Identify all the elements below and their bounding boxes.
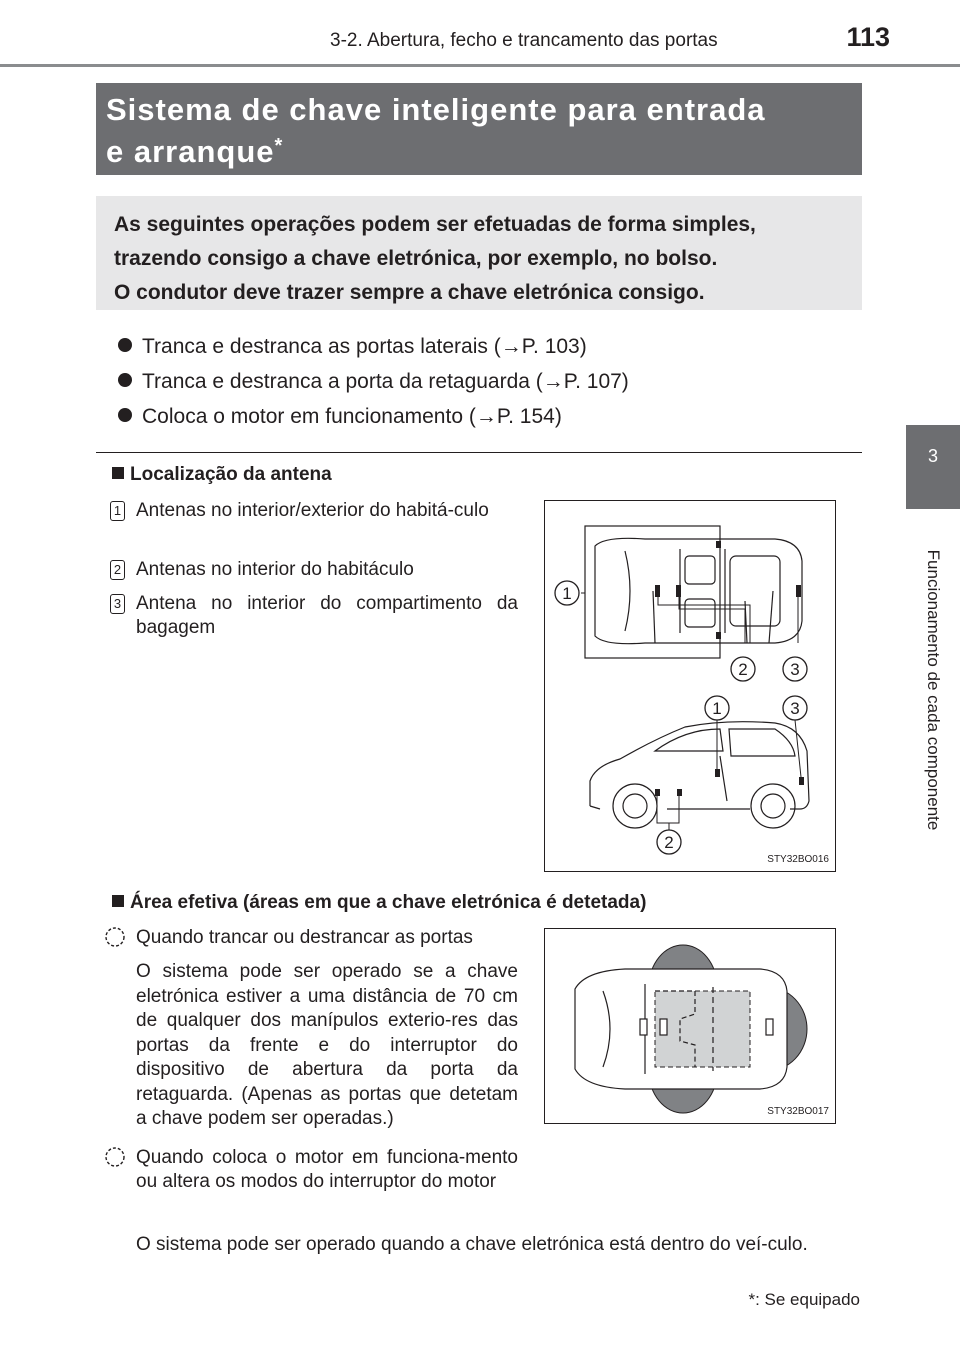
bullet-text: Tranca e destranca as portas laterais (→P. 103) <box>142 335 587 358</box>
callout-1: 1 <box>712 699 722 718</box>
antenna-heading <box>112 464 332 486</box>
item-number-badge: 3 <box>110 594 125 614</box>
callout-3: 3 <box>790 660 800 679</box>
title-line-1: Sistema de chave inteligente para entrada <box>106 92 766 127</box>
callout-2: 2 <box>738 660 748 679</box>
title-line-2 <box>106 131 852 173</box>
chapter-title-text: Funcionamento de cada componente <box>924 549 943 831</box>
footnote-mark: * <box>748 1290 756 1309</box>
intro-line-2: trazendo consigo a chave eletrónica, por exemplo, no bolso. <box>114 247 718 270</box>
heading-square-icon <box>112 467 124 479</box>
antenna-item-text: Antenas no interior do habitáculo <box>136 559 414 580</box>
antenna-item-text: Antena no interior do compartimento da bagagem <box>136 593 518 638</box>
antenna-item-text: Antenas no interior/exterior do habitá-culo <box>136 500 489 521</box>
item-number-badge: 2 <box>110 560 125 580</box>
antenna-location-figure <box>544 500 836 872</box>
figure-code: STY32BO016 <box>767 854 829 865</box>
title-line-2-text: e arranque <box>106 134 275 169</box>
callout-3: 3 <box>790 699 800 718</box>
area-item-2-title: Quando coloca o motor em funciona-mento ou altera os modos do interruptor do motor <box>136 1147 518 1192</box>
footnote-text: : Se equipado <box>755 1290 860 1309</box>
antenna-heading-text: Localização da antena <box>130 464 332 485</box>
bullet-dot <box>118 373 132 387</box>
area-heading-text: Área efetiva (áreas em que a chave eletrónica é detetada) <box>130 892 647 913</box>
title-banner <box>96 83 862 175</box>
bullet-text: Tranca e destranca a porta da retaguarda (→P. 107) <box>142 370 629 393</box>
dashed-circle-icon <box>104 926 126 948</box>
header-rule <box>0 64 960 67</box>
callout-2: 2 <box>664 833 674 852</box>
bullet-text: Coloca o motor em funcionamento (→P. 154) <box>142 405 562 428</box>
bullet-item <box>118 335 587 359</box>
area-item-1-title: Quando trancar ou destrancar as portas <box>136 927 473 948</box>
header-section-title: 3-2. Abertura, fecho e trancamento das portas <box>330 30 718 51</box>
bullet-item <box>118 370 629 394</box>
area-item-2-body: O sistema pode ser operado quando a chave eletrónica está dentro do veí-culo. <box>136 1234 808 1255</box>
equipped-mark: * <box>274 135 284 157</box>
effective-area-figure <box>544 928 836 1124</box>
area-item-1-body: O sistema pode ser operado se a chave eletrónica estiver a uma distância de 70 cm de qualquer dos manípulos exterio-res das portas da frente e do interruptor do dispositivo de abertura da porta da retaguarda. (Apenas as portas que detetam a chave podem ser operadas.) <box>136 961 518 1129</box>
intro-box <box>96 196 862 310</box>
area-heading <box>112 892 646 914</box>
chapter-number: 3 <box>927 446 938 466</box>
car-side-outline <box>590 722 809 809</box>
bullet-dot <box>118 408 132 422</box>
figure-code: STY32BO017 <box>767 1106 829 1117</box>
heading-square-icon <box>112 895 124 907</box>
interior-detection-zone <box>655 991 750 1067</box>
page-number: 113 <box>846 22 890 52</box>
antenna-diagram <box>545 501 835 871</box>
callout-1: 1 <box>562 584 572 603</box>
item-number-badge: 1 <box>110 501 125 521</box>
dashed-circle-icon <box>104 1146 126 1168</box>
section-divider <box>96 452 862 453</box>
bullet-dot <box>118 338 132 352</box>
intro-line-3: O condutor deve trazer sempre a chave eletrónica consigo. <box>114 281 705 304</box>
bullet-item <box>118 405 562 429</box>
effective-area-diagram <box>545 929 835 1123</box>
intro-line-1: As seguintes operações podem ser efetuadas de forma simples, <box>114 213 756 236</box>
footnote <box>748 1290 860 1310</box>
chapter-tab <box>906 425 960 509</box>
